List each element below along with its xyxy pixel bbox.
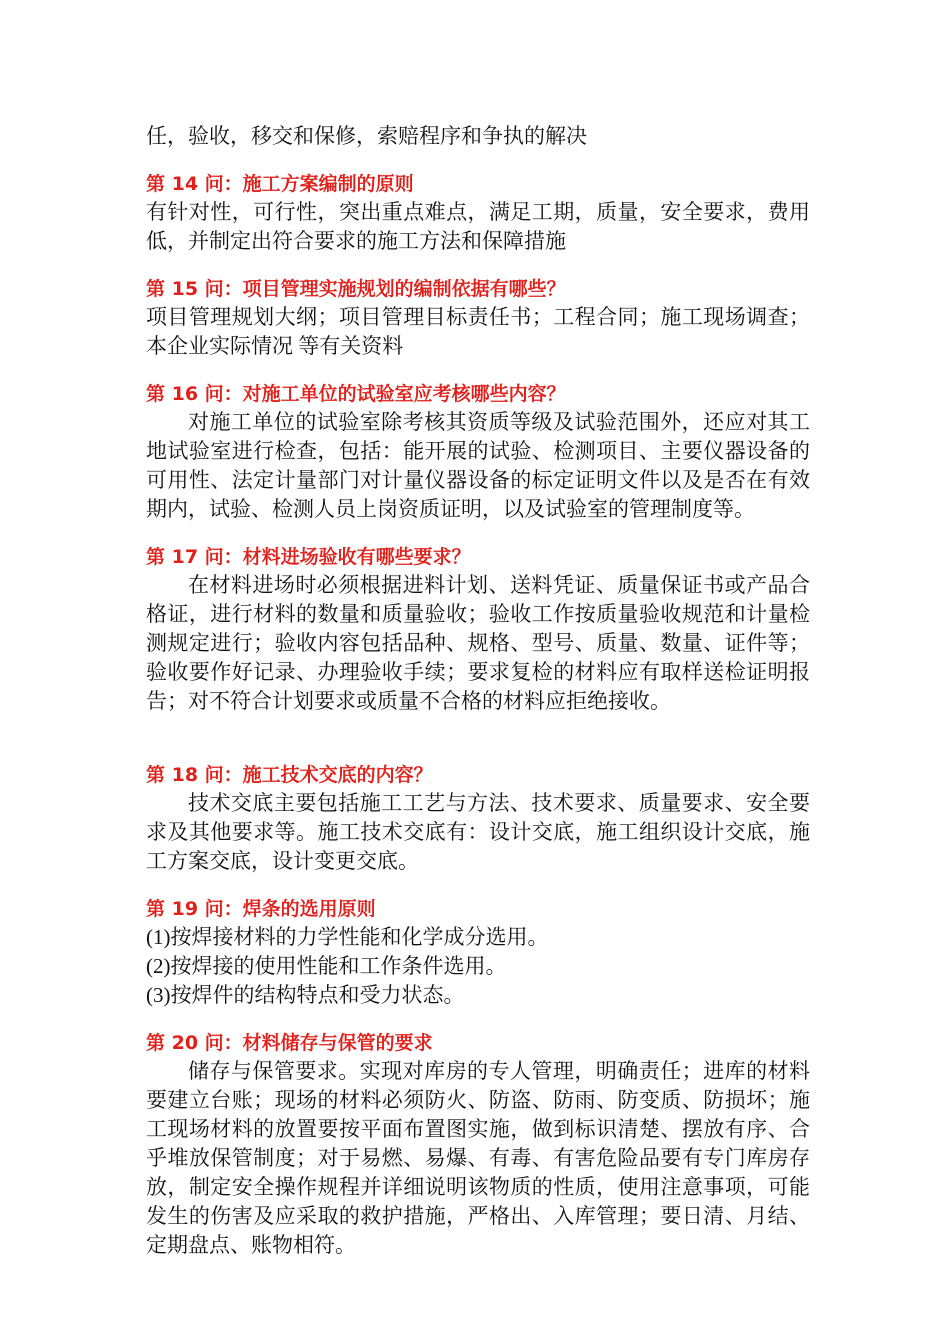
question-17-heading: 第 17 问：材料进场验收有哪些要求？ xyxy=(146,546,471,568)
question-19-item-3: (3)按焊件的结构特点和受力状态。 xyxy=(146,983,465,1007)
question-16-heading: 第 16 问：对施工单位的试验室应考核哪些内容？ xyxy=(146,383,566,405)
question-20-heading: 第 20 问：材料储存与保管的要求 xyxy=(146,1032,433,1054)
question-19-heading: 第 19 问：焊条的选用原则 xyxy=(146,898,376,920)
question-19-item-1: (1)按焊接材料的力学性能和化学成分选用。 xyxy=(146,925,549,949)
question-19-item-2: (2)按焊接的使用性能和工作条件选用。 xyxy=(146,954,507,978)
question-14-answer: 有针对性，可行性，突出重点难点，满足工期，质量，安全要求，费用低，并制定出符合要求的施工方法和保障措施 xyxy=(146,200,810,253)
question-14-heading: 第 14 问：施工方案编制的原则 xyxy=(146,173,414,195)
document-page xyxy=(146,122,810,1260)
question-16-answer: 对施工单位的试验室除考核其资质等级及试验范围外，还应对其工地试验室进行检查，包括：能开展的试验、检测项目、主要仪器设备的可用性、法定计量部门对计量仪器设备的标定证明文件以及是否在有效期内，试验、检测人员上岗资质证明，以及试验室的管理制度等。 xyxy=(146,410,810,521)
question-15-answer: 项目管理规划大纲；项目管理目标责任书；工程合同；施工现场调查；本企业实际情况 等有关资料 xyxy=(146,305,810,358)
question-18-heading: 第 18 问：施工技术交底的内容？ xyxy=(146,764,433,786)
intro-line: 任，验收，移交和保修，索赔程序和争执的解决 xyxy=(146,124,587,148)
question-15-heading: 第 15 问：项目管理实施规划的编制依据有哪些？ xyxy=(146,278,566,300)
question-20-answer: 储存与保管要求。实现对库房的专人管理，明确责任；进库的材料要建立台账；现场的材料必须防火、防盗、防雨、防变质、防损坏；施工现场材料的放置要按平面布置图实施，做到标识清楚、摆放有序、合乎堆放保管制度；对于易燃、易爆、有毒、有害危险品要有专门库房存放，制定安全操作规程并详细说明该物质的性质，使用注意事项，可能发生的伤害及应采取的救护措施，严格出、入库管理；要日清、月结、定期盘点、账物相符。 xyxy=(146,1059,810,1257)
question-18-answer: 技术交底主要包括施工工艺与方法、技术要求、质量要求、安全要求及其他要求等。施工技术交底有：设计交底，施工组织设计交底，施工方案交底，设计变更交底。 xyxy=(146,791,810,873)
question-17-answer: 在材料进场时必须根据进料计划、送料凭证、质量保证书或产品合格证，进行材料的数量和质量验收；验收工作按质量验收规范和计量检测规定进行；验收内容包括品种、规格、型号、质量、数量、证件等；验收要作好记录、办理验收手续；要求复检的材料应有取样送检证明报告；对不符合计划要求或质量不合格的材料应拒绝接收。 xyxy=(146,573,810,713)
